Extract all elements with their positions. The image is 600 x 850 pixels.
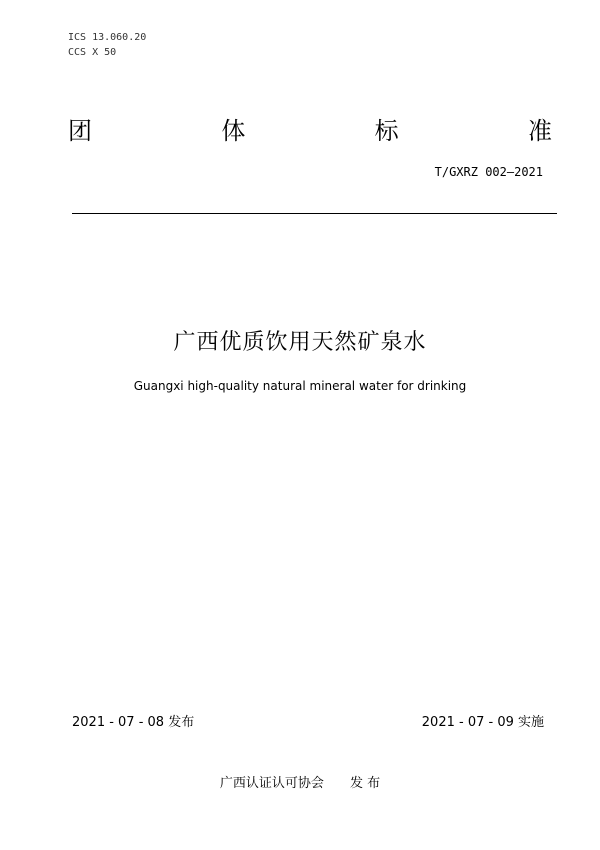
standard-type-char-2: 体	[221, 117, 246, 145]
title-chinese: 广西优质饮用天然矿泉水	[173, 330, 427, 355]
implementation-date: 2021 - 07 - 09 实施	[421, 715, 544, 730]
issuer-action: 发 布	[349, 776, 381, 791]
release-date: 2021 - 07 - 08 发布	[72, 715, 195, 730]
classification-codes	[68, 30, 146, 60]
issuer-line	[0, 775, 600, 793]
issuer-organization: 广西认证认可协会	[219, 776, 324, 791]
standard-type-char-4: 准	[527, 117, 552, 145]
standard-type-char-3: 标	[374, 117, 399, 145]
standard-type-char-1: 团	[68, 117, 92, 145]
ccs-code: CCS X 50	[68, 47, 117, 58]
header-divider	[72, 213, 557, 214]
ics-code: ICS 13.060.20	[68, 32, 147, 43]
standard-code: T/GXRZ 002—2021	[434, 165, 543, 179]
title-english: Guangxi high-quality natural mineral water for drinking	[133, 379, 467, 393]
standard-type-heading	[68, 116, 552, 146]
